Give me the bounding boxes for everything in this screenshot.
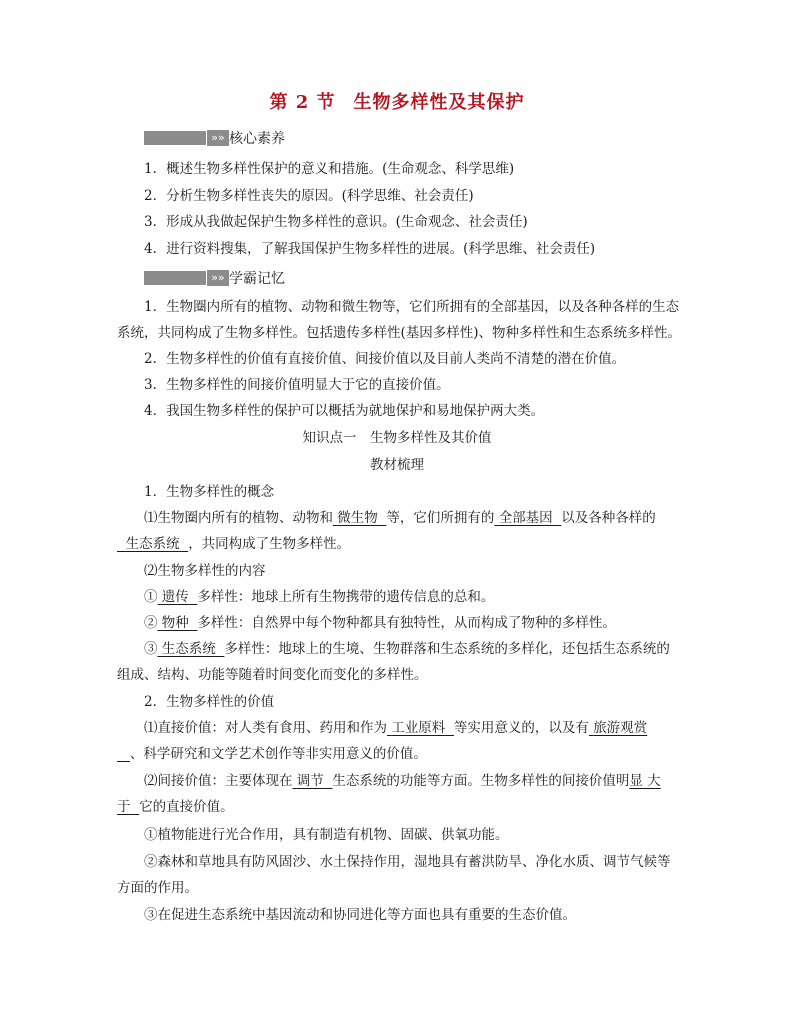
core-item: 3．形成从我做起保护生物多样性的意识。(生命观念、社会责任) [144,214,528,230]
body-line: ③在促进生态系统中基因流动和协同进化等方面也具有重要的生态价值。 [144,907,576,923]
fill-blank: 工业原料 [391,720,446,736]
chevron-right-icon: »» [207,130,229,146]
fill-blank: 全部基因 [498,510,553,526]
fill-blank: 微生物 [337,510,378,526]
banner-bar [144,131,206,145]
body-line: ③ 生态系统 多样性：地球上的生境、生物群落和生态系统的多样化，还包括生态系统的 [144,641,670,657]
body-line: ① 遗传 多样性：地球上所有生物携带的遗传信息的总和。 [144,589,495,605]
body-line: 方面的作用。 [117,880,198,896]
body-line: ② 物种 多样性：自然界中每个物种都具有独特性，从而构成了物种的多样性。 [144,615,616,631]
core-item: 1．概述生物多样性保护的意义和措施。(生命观念、科学思维) [144,161,515,177]
fill-blank: 生态系统 [125,536,180,552]
sub-heading: ⑵生物多样性的内容 [144,563,266,579]
banner-bar [144,271,206,285]
fill-blank: 旅游观赏 [593,720,648,736]
body-line: 、科学研究和文学艺术创作等非实用意义的价值。 [117,744,427,764]
body-line: 组成、结构、功能等随着时间变化而变化的多样性。 [117,667,428,683]
section-heading: 2．生物多样性的价值 [144,694,275,710]
section-name: 生物多样性及其保护 [353,92,525,113]
fill-blank: 生态系统 [161,641,216,657]
core-item: 2．分析生物多样性丧失的原因。(科学思维、社会责任) [144,188,474,204]
banner-label: 核心素养 [229,131,285,147]
memory-item: 系统，共同构成了生物多样性。包括遗传多样性(基因多样性)、物种多样性和生态系统多样性。 [117,325,682,341]
section-heading: 1．生物多样性的概念 [144,484,275,500]
core-literacy-banner [144,128,285,148]
core-item: 4．进行资料搜集，了解我国保护生物多样性的进展。(科学思维、社会责任) [144,241,596,257]
knowledge-point-heading: 知识点一 生物多样性及其价值 [302,430,492,446]
fill-blank: 遗传 [161,589,189,605]
page-title [0,93,794,113]
body-line: ⑵间接价值：主要体现在 调节 生态系统的功能等方面。生物多样性的间接价值明显 大 [144,773,661,789]
fill-blank: 物种 [161,615,189,631]
memory-item: 1．生物圈内所有的植物、动物和微生物等，它们所拥有的全部基因，以及各种各样的生态 [144,299,680,315]
fill-blank: 调节 [296,773,324,789]
memory-item: 4．我国生物多样性的保护可以概括为就地保护和易地保护两大类。 [144,403,545,419]
fill-blank: 显 大 [629,773,661,789]
body-line: ⑴生物圈内所有的植物、动物和 微生物 等，它们所拥有的 全部基因 以及各种各样的 [144,510,656,526]
textbook-subheading: 教材梳理 [370,457,424,473]
banner-label: 学霸记忆 [229,271,285,287]
body-line: 于 它的直接价值。 [117,799,234,815]
section-number: 第 2 节 [269,92,336,113]
fill-blank [117,746,130,762]
body-line: 生态系统 ，共同构成了生物多样性。 [117,534,350,554]
chevron-right-icon: »» [207,270,229,286]
body-line: ②森林和草地具有防风固沙、水土保持作用，湿地具有蓄洪防旱、净化水质、调节气候等 [144,854,671,870]
body-line: ⑴直接价值：对人类有食用、药用和作为 工业原料 等实用意义的，以及有 旅游观赏 [144,720,648,736]
fill-blank: 于 [117,799,131,815]
memory-banner [144,268,285,288]
memory-item: 2．生物多样性的价值有直接价值、间接价值以及目前人类尚不清楚的潜在价值。 [144,351,626,367]
body-line: ①植物能进行光合作用，具有制造有机物、固碳、供氧功能。 [144,827,509,843]
memory-item: 3．生物多样性的间接价值明显大于它的直接价值。 [144,377,450,393]
